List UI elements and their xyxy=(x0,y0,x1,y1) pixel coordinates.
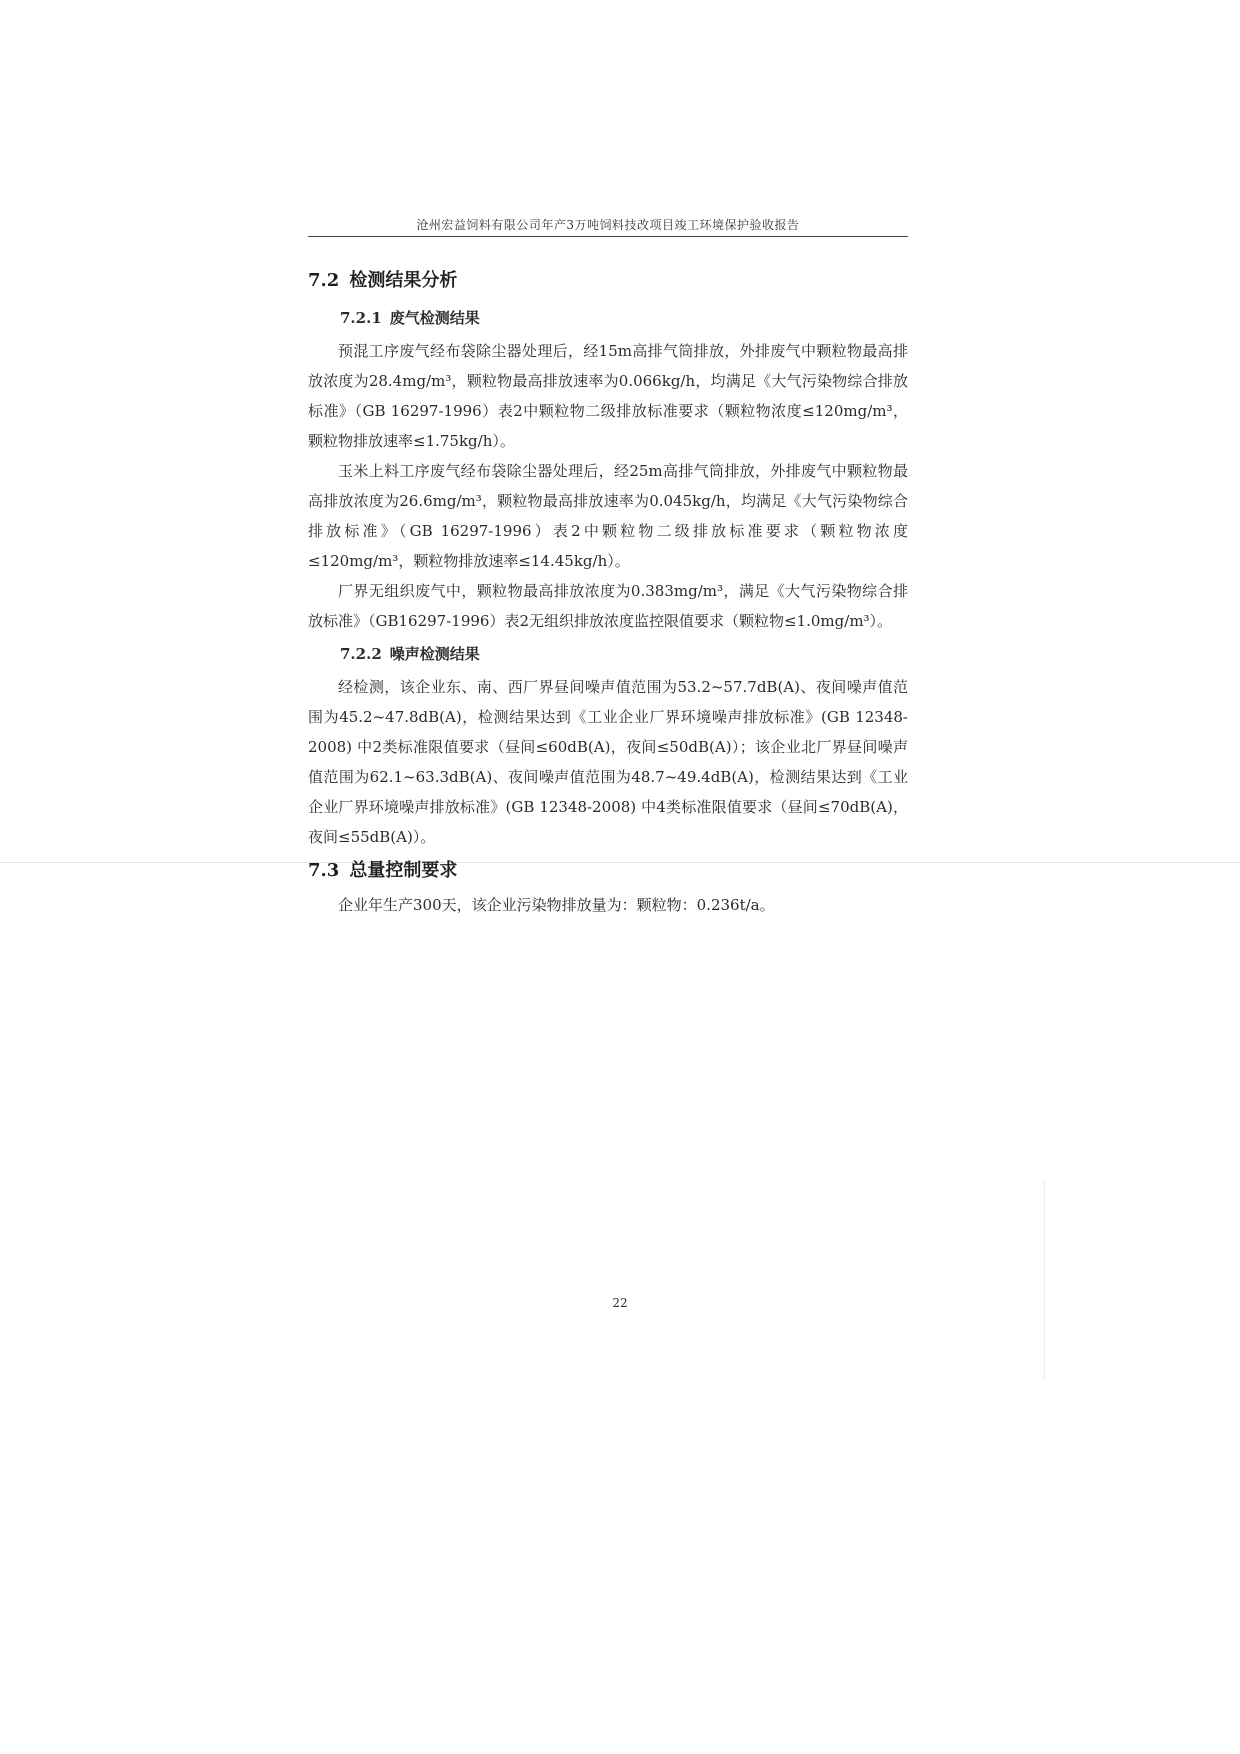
section-heading-7-2 xyxy=(308,262,908,300)
section-number: 7.2 xyxy=(308,270,340,291)
subsection-title: 噪声检测结果 xyxy=(389,645,480,663)
paragraph-fugitive-exhaust: 厂界无组织废气中，颗粒物最高排放浓度为0.383mg/m³，满足《大气污染物综合排放标准》（GB16297-1996）表2无组织排放浓度监控限值要求（颗粒物≤1.0mg/m³）。 xyxy=(308,582,908,630)
paragraph-noise-results: 经检测，该企业东、南、西厂界昼间噪声值范围为53.2~57.7dB(A)、夜间噪声值范围为45.2~47.8dB(A)，检测结果达到《工业企业厂界环境噪声排放标准》(GB 12348-2008) 中2类标准限值要求（昼间≤60dB(A)，夜间≤50dB(A)）；该企业北厂界昼间噪声值范围为62.1~63.3dB(A)、夜间噪声值范围为48.7~49.4dB(A)，检测结果达到《工业企业厂界环境噪声排放标准》(GB 12348-2008) 中4类标准限值要求（昼间≤70dB(A)，夜间≤55dB(A)）。 xyxy=(308,678,908,846)
running-header: 沧州宏益饲料有限公司年产3万吨饲料技改项目竣工环境保护验收报告 xyxy=(416,218,800,232)
subsection-heading-7-2-2 xyxy=(340,636,908,672)
subsection-title: 废气检测结果 xyxy=(389,309,480,327)
page-body xyxy=(308,262,908,920)
header-rule xyxy=(308,236,908,237)
page-number: 22 xyxy=(612,1296,628,1310)
section-title: 检测结果分析 xyxy=(349,270,458,291)
section-title: 总量控制要求 xyxy=(349,860,458,881)
paragraph-corn-feeding-exhaust: 玉米上料工序废气经布袋除尘器处理后，经25m高排气筒排放，外排废气中颗粒物最高排放浓度为26.6mg/m³，颗粒物最高排放速率为0.045kg/h，均满足《大气污染物综合排放标准》（GB 16297-1996）表2中颗粒物二级排放标准要求（颗粒物浓度≤120mg/m³，颗粒物排放速率≤14.45kg/h）。 xyxy=(308,462,908,570)
paragraph-premix-exhaust: 预混工序废气经布袋除尘器处理后，经15m高排气筒排放，外排废气中颗粒物最高排放浓度为28.4mg/m³，颗粒物最高排放速率为0.066kg/h，均满足《大气污染物综合排放标准》（GB 16297-1996）表2中颗粒物二级排放标准要求（颗粒物浓度≤120mg/m³，颗粒物排放速率≤1.75kg/h）。 xyxy=(308,342,908,450)
section-heading-7-3 xyxy=(308,852,908,890)
subsection-heading-7-2-1 xyxy=(340,300,908,336)
scan-artifact-edge xyxy=(1044,1180,1045,1380)
subsection-number: 7.2.2 xyxy=(340,645,382,663)
paragraph-total-emission: 企业年生产300天，该企业污染物排放量为：颗粒物：0.236t/a。 xyxy=(338,896,775,914)
subsection-number: 7.2.1 xyxy=(340,309,382,327)
section-number: 7.3 xyxy=(308,860,340,881)
